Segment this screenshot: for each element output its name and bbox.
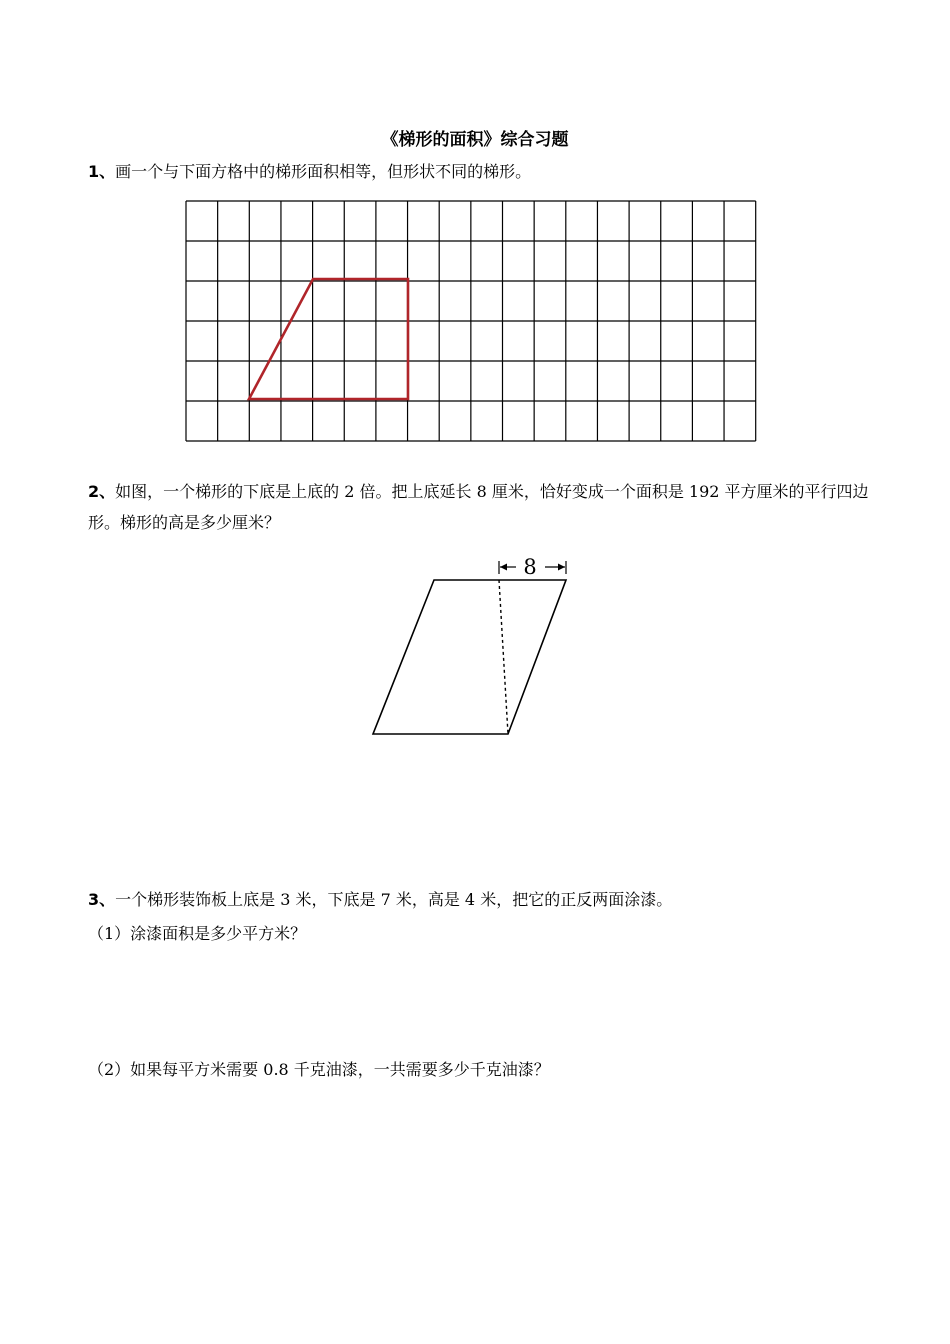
worksheet-title: 《梯形的面积》综合习题 (381, 130, 569, 150)
question-3-part-1: （1）涂漆面积是多少平方米？ (88, 924, 307, 943)
red-trapezoid (249, 279, 408, 399)
parallelogram-figure (368, 550, 578, 740)
dimension-label: 8 (523, 555, 537, 579)
question-1-number: 1、 (88, 162, 116, 181)
question-3-part-2: （2）如果每平方米需要 0.8 千克油漆，一共需要多少千克油漆？ (88, 1060, 550, 1079)
dashed-extension-line (499, 580, 508, 734)
dimension-arrow-left-head (500, 564, 507, 571)
question-2-number: 2、 (88, 482, 116, 501)
question-3 (88, 884, 878, 915)
question-2 (88, 476, 878, 538)
question-3-number: 3、 (88, 890, 116, 909)
parallelogram-outline (373, 580, 566, 734)
question-3-text: 一个梯形装饰板上底是 3 米，下底是 7 米，高是 4 米，把它的正反两面涂漆。 (115, 890, 673, 909)
grid-figure (184, 199, 762, 443)
question-1 (88, 156, 878, 187)
grid-lines (186, 201, 756, 441)
question-1-text: 画一个与下面方格中的梯形面积相等，但形状不同的梯形。 (115, 162, 532, 181)
question-2-text: 如图，一个梯形的下底是上底的 2 倍。把上底延长 8 厘米，恰好变成一个面积是 192 平方厘米的平行四边形。梯形的高是多少厘米？ (88, 482, 869, 532)
dimension-arrow-right-head (558, 564, 565, 571)
